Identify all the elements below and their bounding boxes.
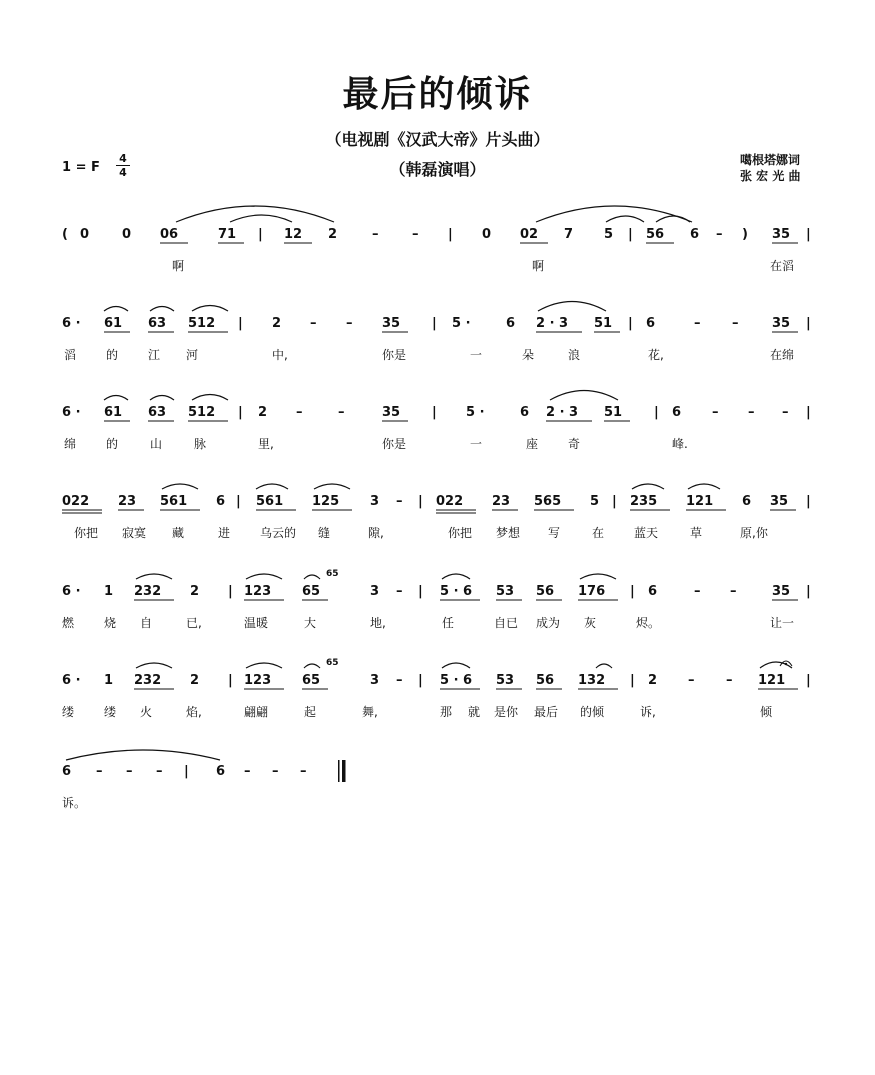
barline: |	[448, 227, 453, 242]
lyric-syllable: 的倾	[580, 705, 605, 719]
note-group: –	[732, 316, 739, 331]
barline: |	[628, 316, 633, 331]
slur	[442, 663, 470, 668]
note-group: 6 ·	[62, 584, 81, 599]
lyric-syllable: 脉	[194, 437, 207, 451]
slur	[162, 484, 198, 489]
note-group: 5 ·	[466, 405, 485, 420]
lyric-syllable: 最后	[534, 705, 559, 719]
note-group: 61	[104, 405, 123, 420]
note-group: 7	[564, 227, 574, 242]
note-group: 121	[758, 673, 786, 688]
lyric-syllable: 寂寞	[122, 526, 147, 540]
note-group: 53	[496, 584, 515, 599]
note-group: 6	[672, 405, 682, 420]
barline: |	[228, 673, 233, 688]
lyric-syllable: 草	[690, 526, 703, 540]
note-group: 65	[302, 673, 321, 688]
lyric-syllable: 就	[468, 705, 481, 719]
lyric-syllable: 倾	[760, 705, 773, 719]
note-group: 5	[604, 227, 614, 242]
note-group: 35	[772, 227, 791, 242]
note-group: 1	[104, 673, 114, 688]
slur	[536, 206, 692, 222]
slur	[246, 663, 282, 668]
lyric-syllable: 舞,	[362, 705, 378, 719]
barline: |	[806, 673, 811, 688]
note-group: –	[730, 584, 737, 599]
note-group: 6	[742, 494, 752, 509]
lyric-syllable: 一	[470, 437, 483, 451]
lyric-syllable: 自已	[494, 616, 519, 630]
note-group: –	[126, 764, 133, 779]
note-group: 3	[370, 673, 380, 688]
lyric-syllable: 你是	[382, 348, 407, 362]
note-group: 0	[80, 227, 90, 242]
lyric-syllable: 隙,	[368, 526, 384, 540]
note-group: 51	[604, 405, 623, 420]
note-group: 6	[216, 494, 226, 509]
slur	[688, 484, 720, 489]
note-group: 022	[436, 494, 464, 509]
note-group: 51	[594, 316, 613, 331]
note-group: 2 · 3	[536, 316, 569, 331]
note-group: 35	[772, 316, 791, 331]
slur	[304, 575, 320, 579]
note-group: 232	[134, 584, 162, 599]
lyric-syllable: 的	[106, 437, 119, 451]
lyric-syllable: 你把	[448, 526, 473, 540]
lyricist-credit: 噶根塔娜词	[740, 153, 801, 167]
note-group: 23	[118, 494, 137, 509]
note-group: 06	[160, 227, 179, 242]
note-group: 63	[148, 405, 167, 420]
slur	[136, 574, 172, 579]
note-group: 6	[690, 227, 700, 242]
song-subtitle: （电视剧《汉武大帝》片头曲）	[325, 130, 550, 149]
composer-credit: 张 宏 光 曲	[740, 169, 801, 183]
lyric-syllable: 在绵	[770, 348, 795, 362]
lyric-syllable: 焰,	[186, 705, 202, 719]
lyric-syllable: 翩翩	[244, 705, 269, 719]
barline: |	[630, 584, 635, 599]
lyric-syllable: 是你	[494, 705, 519, 719]
note-group: –	[372, 227, 379, 242]
lyric-syllable: 自	[140, 616, 153, 630]
svg-text:65: 65	[326, 569, 339, 579]
note-group: 235	[630, 494, 658, 509]
lyric-syllable: 滔	[64, 348, 77, 362]
slur	[314, 484, 350, 489]
lyric-syllable: 烬。	[636, 616, 661, 630]
note-group: 61	[104, 316, 123, 331]
lyric-syllable: 奇	[568, 437, 581, 451]
slur	[760, 662, 792, 668]
note-group: –	[396, 494, 403, 509]
note-group: 512	[188, 405, 216, 420]
slur	[230, 215, 292, 222]
note-group: 6	[646, 316, 656, 331]
lyric-syllable: 梦想	[496, 526, 521, 540]
note-group: 53	[496, 673, 515, 688]
slur	[632, 484, 664, 489]
slur	[442, 574, 470, 579]
lyric-syllable: 中,	[272, 348, 288, 362]
note-group: –	[748, 405, 755, 420]
lyric-syllable: 火	[140, 705, 153, 719]
note-group: 5	[590, 494, 600, 509]
singer-credit: （韩磊演唱）	[389, 160, 486, 179]
barline: |	[418, 584, 423, 599]
barline: |	[238, 316, 243, 331]
lyric-syllable: 绵	[64, 437, 77, 451]
slur	[104, 396, 128, 401]
barline: |	[236, 494, 241, 509]
lyric-syllable: 在滔	[770, 259, 795, 273]
note-group: 0	[122, 227, 132, 242]
note-group: 565	[534, 494, 562, 509]
note-group: 5 ·	[452, 316, 471, 331]
note-group: –	[396, 673, 403, 688]
note-group: 0	[482, 227, 492, 242]
barline: |	[228, 584, 233, 599]
lyric-syllable: 诉。	[62, 796, 87, 810]
note-group: 3	[370, 494, 380, 509]
lyric-syllable: 座	[526, 437, 539, 451]
lyric-syllable: 烧	[104, 616, 117, 630]
lyric-syllable: 你把	[74, 526, 99, 540]
note-group: 1	[104, 584, 114, 599]
note-group: 123	[244, 584, 272, 599]
slur	[192, 306, 228, 312]
note-group: 6	[506, 316, 516, 331]
song-title: 最后的倾诉	[342, 74, 533, 115]
note-group: –	[712, 405, 719, 420]
lyric-syllable: 缕	[62, 705, 75, 719]
note-group: 2 · 3	[546, 405, 579, 420]
lyric-syllable: 一	[470, 348, 483, 362]
lyric-syllable: 让一	[770, 616, 795, 630]
note-group: 6 ·	[62, 673, 81, 688]
svg-text:65: 65	[326, 658, 339, 668]
lyric-syllable: 大	[304, 616, 317, 630]
note-group: 56	[646, 227, 665, 242]
lyric-syllable: 花,	[648, 348, 664, 362]
note-group: –	[346, 316, 353, 331]
note-group: 2	[190, 673, 200, 688]
slur	[104, 307, 128, 312]
note-group: –	[396, 584, 403, 599]
note-group: 561	[160, 494, 188, 509]
lyric-syllable: 缕	[104, 705, 117, 719]
barline: |	[432, 316, 437, 331]
lyric-syllable: 温暖	[244, 616, 269, 630]
slur	[150, 396, 174, 401]
slur	[66, 750, 220, 760]
note-group: –	[272, 764, 279, 779]
barline: |	[654, 405, 659, 420]
barline: |	[238, 405, 243, 420]
note-group: 2	[190, 584, 200, 599]
note-group: 512	[188, 316, 216, 331]
note-group: 5 · 6	[440, 584, 473, 599]
note-group: )	[742, 227, 748, 242]
lyric-syllable: 写	[548, 526, 561, 540]
note-group: 3	[370, 584, 380, 599]
note-group: 6	[62, 764, 72, 779]
barline: |	[806, 227, 811, 242]
barline: |	[628, 227, 633, 242]
slur	[580, 574, 616, 579]
lyric-syllable: 你是	[382, 437, 407, 451]
slur	[550, 391, 618, 401]
barline: |	[418, 673, 423, 688]
note-group: 56	[536, 584, 555, 599]
barline: |	[612, 494, 617, 509]
note-group: 35	[382, 316, 401, 331]
note-group: 65	[302, 584, 321, 599]
slur	[192, 395, 228, 401]
time-signature-top: 4	[119, 152, 127, 165]
lyric-syllable: 峰.	[672, 437, 688, 451]
note-group: 02	[520, 227, 539, 242]
note-group: –	[688, 673, 695, 688]
barline: |	[806, 584, 811, 599]
slur	[136, 663, 172, 668]
slur	[656, 216, 690, 222]
barline: |	[806, 405, 811, 420]
lyric-syllable: 缝	[318, 526, 331, 540]
slur	[606, 216, 644, 222]
lyric-syllable: 那	[440, 705, 453, 719]
note-group: 6 ·	[62, 405, 81, 420]
note-group: 2	[328, 227, 338, 242]
note-group: 121	[686, 494, 714, 509]
slur	[176, 206, 334, 222]
slur	[246, 574, 282, 579]
note-group: –	[96, 764, 103, 779]
note-group: 56	[536, 673, 555, 688]
note-group: 71	[218, 227, 237, 242]
lyric-syllable: 地,	[370, 616, 386, 630]
note-group: 232	[134, 673, 162, 688]
note-group: 2	[258, 405, 268, 420]
note-group: 176	[578, 584, 606, 599]
note-group: –	[694, 316, 701, 331]
barline: |	[184, 764, 189, 779]
note-group: 23	[492, 494, 511, 509]
lyric-syllable: 里,	[258, 437, 274, 451]
slur	[596, 664, 612, 668]
lyric-syllable: 藏	[172, 526, 185, 540]
note-group: –	[310, 316, 317, 331]
note-group: 63	[148, 316, 167, 331]
lyric-syllable: 起	[304, 705, 317, 719]
lyric-syllable: 进	[218, 526, 231, 540]
lyric-syllable: 蓝天	[634, 526, 659, 540]
note-group: 5 · 6	[440, 673, 473, 688]
note-group: 132	[578, 673, 606, 688]
lyric-syllable: 啊	[532, 259, 545, 273]
lyric-syllable: 乌云的	[260, 526, 297, 540]
barline: |	[432, 405, 437, 420]
lyric-syllable: 成为	[536, 616, 561, 630]
barline: |	[806, 494, 811, 509]
lyric-syllable: 河	[186, 348, 199, 362]
time-signature-bottom: 4	[116, 165, 130, 179]
lyric-syllable: 山	[150, 437, 163, 451]
slur	[538, 302, 606, 312]
note-group: 12	[284, 227, 303, 242]
lyric-syllable: 任	[442, 616, 455, 630]
lyric-syllable: 啊	[172, 259, 185, 273]
note-group: 6	[216, 764, 226, 779]
note-group: –	[300, 764, 307, 779]
lyric-syllable: 朵	[522, 348, 535, 362]
note-group: 35	[770, 494, 789, 509]
lyric-syllable: 的	[106, 348, 119, 362]
note-group: (	[62, 227, 68, 242]
note-group: –	[244, 764, 251, 779]
note-group: –	[296, 405, 303, 420]
lyric-syllable: 燃	[62, 616, 75, 630]
note-group: –	[412, 227, 419, 242]
note-group: –	[156, 764, 163, 779]
note-group: 6	[648, 584, 658, 599]
barline: |	[258, 227, 263, 242]
note-group: –	[726, 673, 733, 688]
note-group: –	[694, 584, 701, 599]
note-group: 35	[382, 405, 401, 420]
note-group: 2	[272, 316, 282, 331]
slur	[304, 664, 320, 668]
key-signature: 1 = F	[62, 160, 100, 175]
note-group: 6 ·	[62, 316, 81, 331]
lyric-syllable: 原,你	[740, 526, 768, 540]
lyric-syllable: 已,	[186, 616, 202, 630]
lyric-syllable: 浪	[568, 348, 581, 362]
lyric-syllable: 诉,	[640, 705, 656, 719]
note-group: –	[716, 227, 723, 242]
lyric-syllable: 在	[592, 526, 605, 540]
note-group: 2	[648, 673, 658, 688]
slur	[150, 307, 174, 312]
barline: |	[418, 494, 423, 509]
note-group: 6	[520, 405, 530, 420]
note-group: –	[782, 405, 789, 420]
barline: |	[806, 316, 811, 331]
note-group: 125	[312, 494, 340, 509]
lyric-syllable: 江	[148, 348, 161, 362]
note-group: 123	[244, 673, 272, 688]
note-group: 561	[256, 494, 284, 509]
lyric-syllable: 灰	[584, 616, 597, 630]
note-group: 022	[62, 494, 90, 509]
slur	[256, 484, 288, 489]
barline: |	[630, 673, 635, 688]
note-group: –	[338, 405, 345, 420]
note-group: 35	[772, 584, 791, 599]
